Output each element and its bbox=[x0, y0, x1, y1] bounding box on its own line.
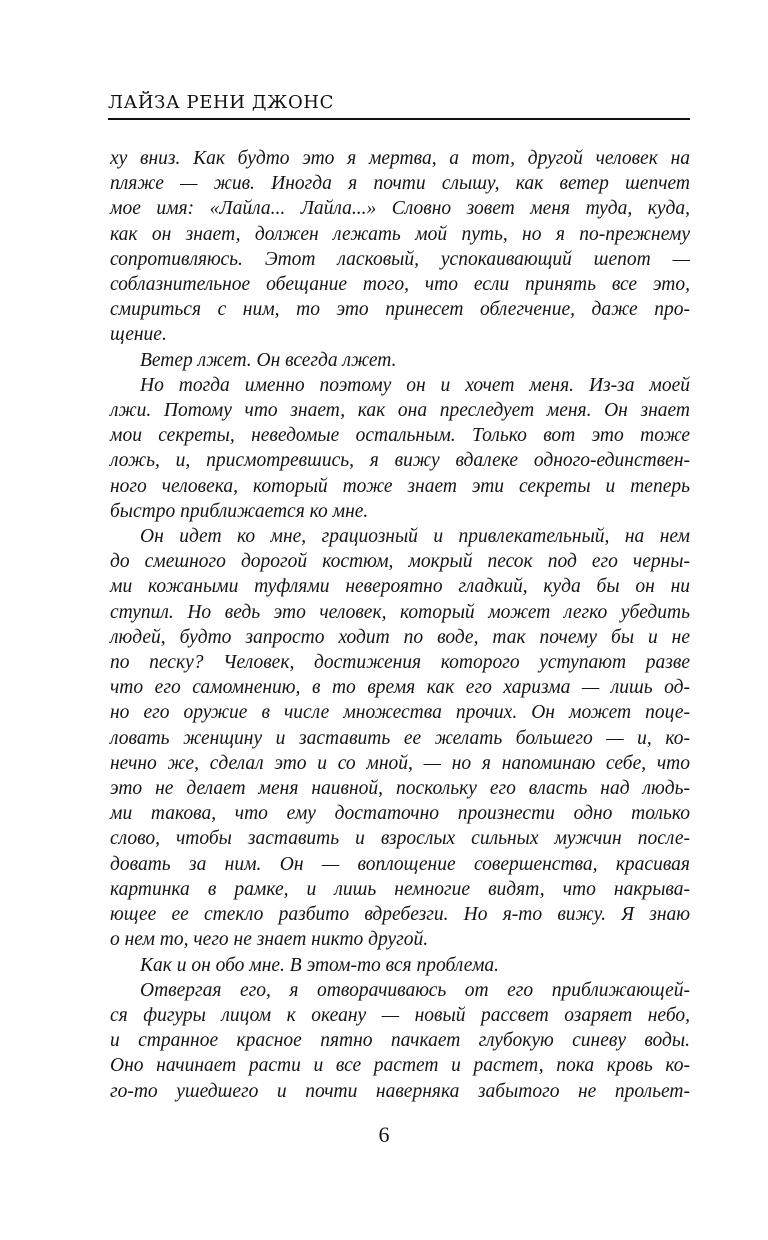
text-line: это не делает меня наивной, поскольку его власть над людь- bbox=[110, 778, 690, 800]
text-line: ступил. Но ведь это человек, который может легко убедить bbox=[110, 601, 690, 623]
text-line: нечно же, сделал это и со мной, — но я напоминаю себе, что bbox=[110, 752, 690, 774]
text-line: ми такова, что ему достаточно произнести одно только bbox=[110, 803, 690, 825]
text-line: мои секреты, неведомые остальным. Только вот это тоже bbox=[110, 425, 690, 447]
text-line: о нем то, чего не знает никто другой. bbox=[110, 929, 429, 951]
text-line: ющее ее стекло разбито вдребезги. Но я-то вижу. Я знаю bbox=[110, 904, 690, 926]
text-line: ложь, и, присмотревшись, я вижу вдалеке одного-единствен- bbox=[110, 450, 690, 472]
text-line: ловать женщину и заставить ее желать большего — и, ко- bbox=[110, 727, 690, 749]
text-line: ху вниз. Как будто это я мертва, а тот, другой человек на bbox=[110, 148, 690, 169]
text-line: довать за ним. Он — воплощение совершенства, красивая bbox=[110, 853, 690, 875]
text-line: до смешного дорогой костюм, мокрый песок под его черны- bbox=[110, 551, 690, 573]
text-line: как он знает, должен лежать мой путь, но я по-прежнему bbox=[110, 223, 690, 245]
text-line: Он идет ко мне, грациозный и привлекательный, на нем bbox=[140, 526, 690, 548]
text-line: мое имя: «Лайла... Лайла...» Словно зовет меня туда, куда, bbox=[110, 198, 690, 220]
text-line: быстро приближается ко мне. bbox=[110, 500, 369, 522]
text-line: Как и он обо мне. В этом-то вся проблема. bbox=[140, 954, 500, 976]
text-line: пляже — жив. Иногда я почти слышу, как ветер шепчет bbox=[110, 173, 690, 195]
text-line: Ветер лжет. Он всегда лжет. bbox=[140, 349, 397, 371]
text-line: ми кожаными туфлями невероятно гладкий, куда бы он ни bbox=[110, 576, 690, 598]
text-line: щение. bbox=[110, 324, 167, 346]
text-line: ного человека, который тоже знает эти секреты и теперь bbox=[110, 475, 690, 497]
text-line: соблазнительное обещание того, что если принять все это, bbox=[110, 274, 690, 296]
header-rule bbox=[108, 118, 690, 120]
text-line: ся фигуры лицом к океану — новый рассвет озаряет небо, bbox=[110, 1004, 690, 1026]
page-number: 6 bbox=[378, 1122, 390, 1147]
text-line: но его оружие в числе множества прочих. Он может поце- bbox=[110, 702, 690, 724]
text-line: лжи. Потому что знает, как она преследует меня. Он знает bbox=[110, 400, 690, 422]
text-line: Оно начинает расти и все растет и растет, пока кровь ко- bbox=[110, 1055, 690, 1077]
text-line: картинка в рамке, и лишь немногие видят, что накрыва- bbox=[110, 878, 690, 900]
text-line: по песку? Человек, достижения которого уступают разве bbox=[110, 652, 690, 674]
body-text bbox=[110, 146, 690, 1104]
running-title: ЛАЙЗА РЕНИ ДЖОНС bbox=[108, 92, 334, 113]
text-line: Но тогда именно поэтому он и хочет меня. Из-за моей bbox=[140, 374, 690, 396]
text-line: Отвергая его, я отворачиваюсь от его приближающей- bbox=[140, 979, 690, 1001]
text-line: сопротивляюсь. Этот ласковый, успокаивающий шепот — bbox=[110, 248, 690, 270]
text-line: людей, будто запросто ходит по воде, так почему бы и не bbox=[110, 626, 690, 648]
text-line: слово, чтобы заставить и взрослых сильных мужчин после- bbox=[110, 828, 690, 850]
text-line: смириться с ним, то это принесет облегчение, даже про- bbox=[110, 299, 690, 321]
text-line: го-то ушедшего и почти наверняка забытого не прольет- bbox=[110, 1080, 690, 1102]
text-line: что его самомнению, в то время как его харизма — лишь од- bbox=[110, 677, 690, 699]
text-line: и странное красное пятно пачкает глубокую синеву воды. bbox=[110, 1030, 690, 1052]
